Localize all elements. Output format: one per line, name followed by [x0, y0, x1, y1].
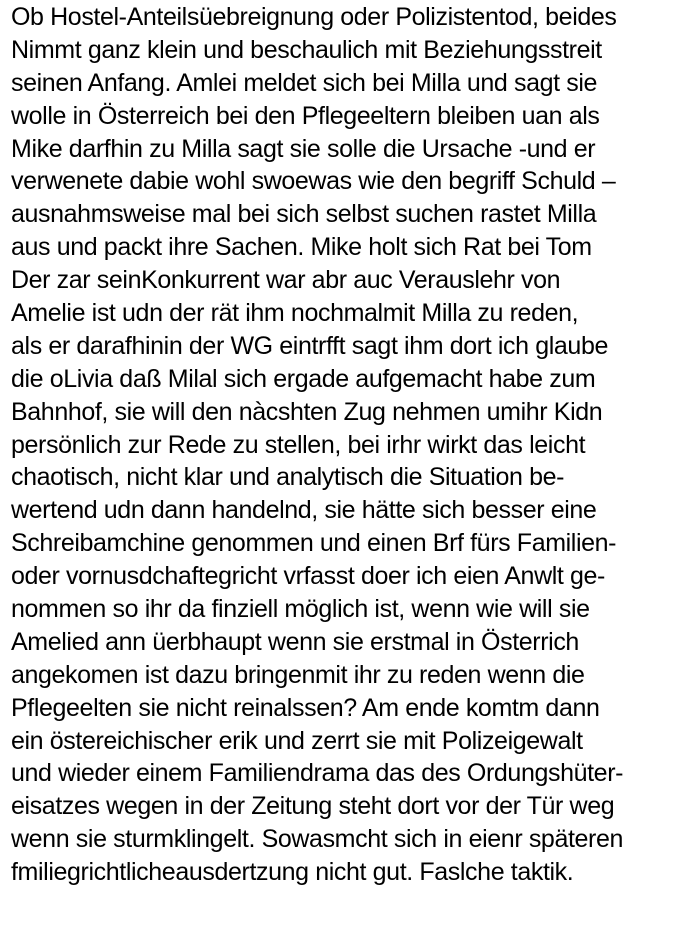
text-line: Nimmt ganz klein und beschaulich mit Beziehungsstreit: [11, 35, 602, 64]
text-line: chaotisch, nicht klar und analytisch die Situation be-: [11, 463, 565, 492]
text-line: verwenete dabie wohl swoewas wie den begriff Schuld –: [11, 167, 616, 196]
text-line: oder vornusdchaftegricht vrfasst doer ich eien Anwlt ge-: [11, 562, 606, 591]
text-line: aus und packt ihre Sachen. Mike holt sich Rat bei Tom: [11, 233, 592, 262]
text-line: Ob Hostel-Anteilsüebreignung oder Polizistentod, beides: [11, 3, 617, 31]
text-line: fmiliegrichtlicheausdertzung nicht gut. Faslche taktik.: [11, 858, 574, 887]
text-line: wolle in Österreich bei den Pflegeeltern bleiben uan als: [11, 101, 600, 130]
text-line: wertend udn dann handelnd, sie hätte sich besser eine: [11, 496, 597, 525]
text-line: Amelie ist udn der rät ihm nochmalmit Milla zu reden,: [11, 299, 579, 328]
text-line: Mike darfhin zu Milla sagt sie solle die Ursache -und er: [11, 134, 596, 163]
text-line: als er darafhinin der WG eintrfft sagt ihm dort ich glaube: [11, 331, 608, 360]
text-line: und wieder einem Familiendrama das des Ordungshüter-: [11, 759, 624, 788]
text-line: Pflegeelten sie nicht reinalssen? Am ende komtm dann: [11, 693, 600, 722]
text-line: Der zar seinKonkurrent war abr auc Verauslehr von: [11, 266, 561, 295]
text-line: die oLivia daß Milal sich ergade aufgemacht habe zum: [11, 364, 596, 393]
text-line: Schreibamchine genommen und einen Brf fürs Familien-: [11, 529, 617, 558]
text-line: eisatzes wegen in der Zeitung steht dort vor der Tür weg: [11, 792, 615, 821]
text-line: nommen so ihr da finziell möglich ist, wenn wie will sie: [11, 595, 590, 624]
body-text: [11, 1, 681, 889]
text-line: angekomen ist dazu bringenmit ihr zu reden wenn die: [11, 660, 585, 689]
text-line: persönlich zur Rede zu stellen, bei irhr wirkt das leicht: [11, 430, 586, 459]
text-line: ausnahmsweise mal bei sich selbst suchen rastet Milla: [11, 200, 597, 229]
text-line: wenn sie sturmklingelt. Sowasmcht sich in eienr späteren: [11, 825, 624, 854]
text-line: Amelied ann üerbhaupt wenn sie erstmal in Österrich: [11, 627, 579, 656]
text-line: Bahnhof, sie will den nàcshten Zug nehmen umihr Kidn: [11, 397, 603, 426]
text-line: seinen Anfang. Amlei meldet sich bei Milla und sagt sie: [11, 68, 598, 97]
text-line: ein östereichischer erik und zerrt sie mit Polizeigewalt: [11, 726, 583, 755]
